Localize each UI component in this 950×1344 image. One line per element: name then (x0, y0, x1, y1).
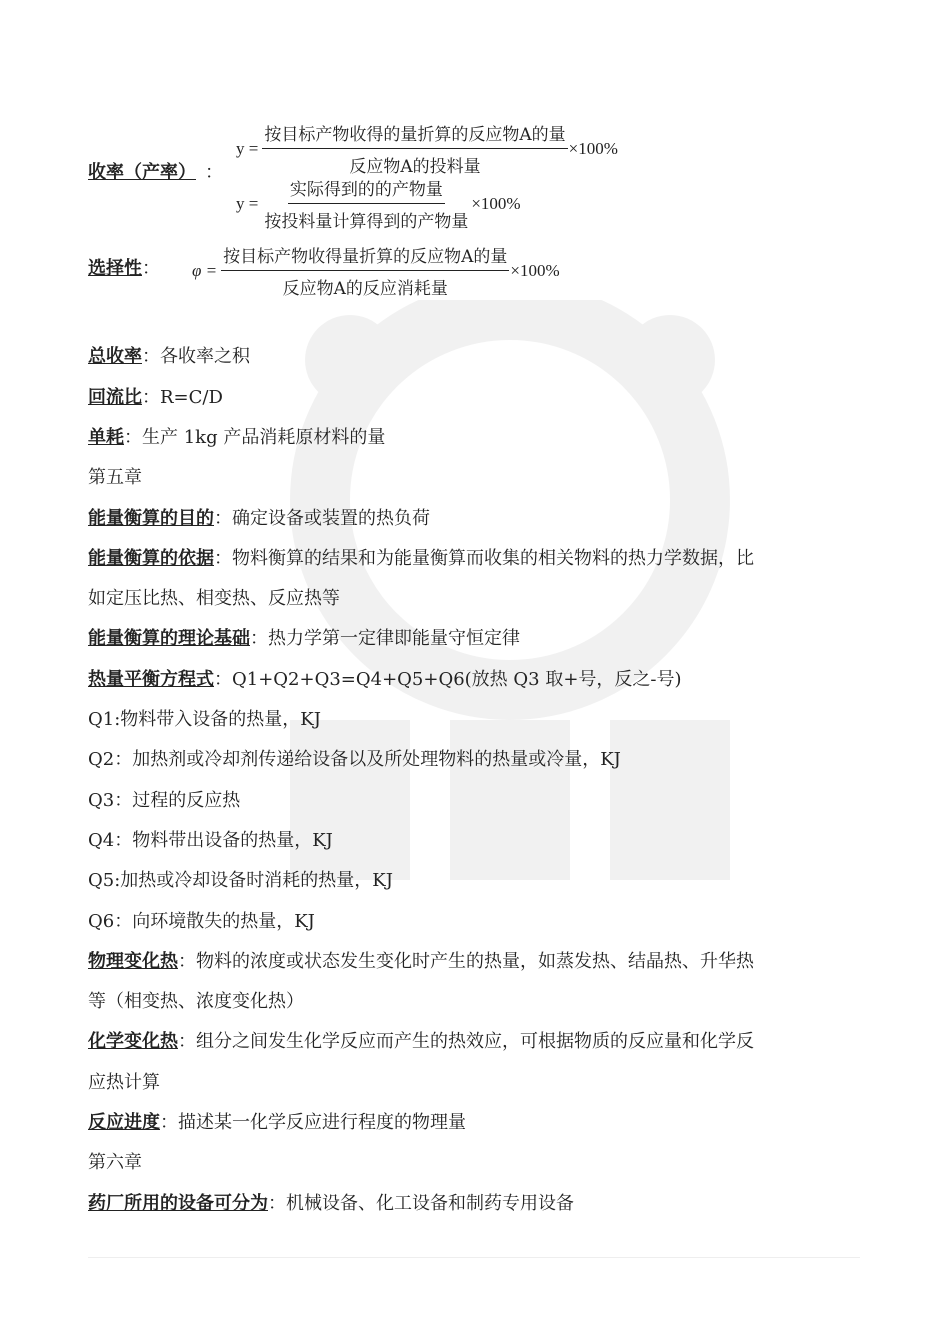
selectivity-label: 选择性 (88, 258, 142, 279)
text-line: Q1:物料带入设备的热量，KJ (88, 709, 321, 730)
text-line: Q6：向环境散失的热量，KJ (88, 911, 315, 932)
text-line: 回流比：R=C/D (88, 387, 223, 408)
fraction (262, 120, 567, 177)
formula-lhs: y = (236, 193, 259, 213)
page-bottom-divider (88, 1257, 860, 1258)
text-line: Q4：物料带出设备的热量，KJ (88, 830, 333, 851)
selectivity-colon: ： (142, 258, 160, 279)
fraction-numerator: 按目标产物收得的量折算的反应物A的量 (262, 120, 567, 149)
chapter-heading: 第六章 (88, 1152, 142, 1173)
selectivity-formula (192, 242, 560, 299)
yield-label: 收率（产率） (88, 162, 196, 183)
text-line: 物理变化热：物料的浓度或状态发生变化时产生的热量，如蒸发热、结晶热、升华热 (88, 951, 754, 972)
fraction (262, 175, 470, 232)
text-line: 能量衡算的理论基础：热力学第一定律即能量守恒定律 (88, 628, 520, 649)
formula-lhs: y = (236, 138, 259, 158)
formula-factor: ×100% (471, 193, 521, 213)
text-line: Q2：加热剂或冷却剂传递给设备以及所处理物料的热量或冷量，KJ (88, 749, 621, 770)
text-line: 反应进度：描述某一化学反应进行程度的物理量 (88, 1112, 466, 1133)
formula-factor: ×100% (568, 138, 618, 158)
fraction-denominator: 反应物A的投料量 (349, 157, 481, 177)
text-line: 如定压比热、相变热、反应热等 (88, 588, 340, 609)
fraction-numerator: 实际得到的的产物量 (288, 175, 445, 204)
text-line: 单耗：生产 1kg 产品消耗原材料的量 (88, 427, 386, 448)
yield-formula-2 (236, 175, 521, 232)
fraction-denominator: 反应物A的反应消耗量 (282, 279, 448, 299)
text-line: 能量衡算的目的：确定设备或装置的热负荷 (88, 508, 430, 529)
text-line: 等（相变热、浓度变化热） (88, 991, 304, 1012)
text-line: 药厂所用的设备可分为：机械设备、化工设备和制药专用设备 (88, 1193, 574, 1214)
yield-formula-1 (236, 120, 618, 177)
yield-colon: ： (205, 162, 223, 183)
text-line: 化学变化热：组分之间发生化学反应而产生的热效应，可根据物质的反应量和化学反 (88, 1031, 754, 1052)
formula-lhs: φ = (192, 260, 218, 280)
text-line: Q3：过程的反应热 (88, 790, 241, 811)
fraction (221, 242, 509, 299)
text-line: Q5:加热或冷却设备时消耗的热量，KJ (88, 870, 393, 891)
chapter-heading: 第五章 (88, 467, 142, 488)
text-line: 能量衡算的依据：物料衡算的结果和为能量衡算而收集的相关物料的热力学数据，比 (88, 548, 754, 569)
text-line: 应热计算 (88, 1072, 160, 1093)
text-line: 总收率：各收率之积 (88, 346, 250, 367)
formula-factor: ×100% (510, 260, 560, 280)
fraction-denominator: 按投料量计算得到的产物量 (264, 212, 469, 232)
fraction-numerator: 按目标产物收得量折算的反应物A的量 (221, 242, 509, 271)
text-line: 热量平衡方程式：Q1+Q2+Q3=Q4+Q5+Q6(放热 Q3 取+号，反之-号) (88, 669, 682, 690)
